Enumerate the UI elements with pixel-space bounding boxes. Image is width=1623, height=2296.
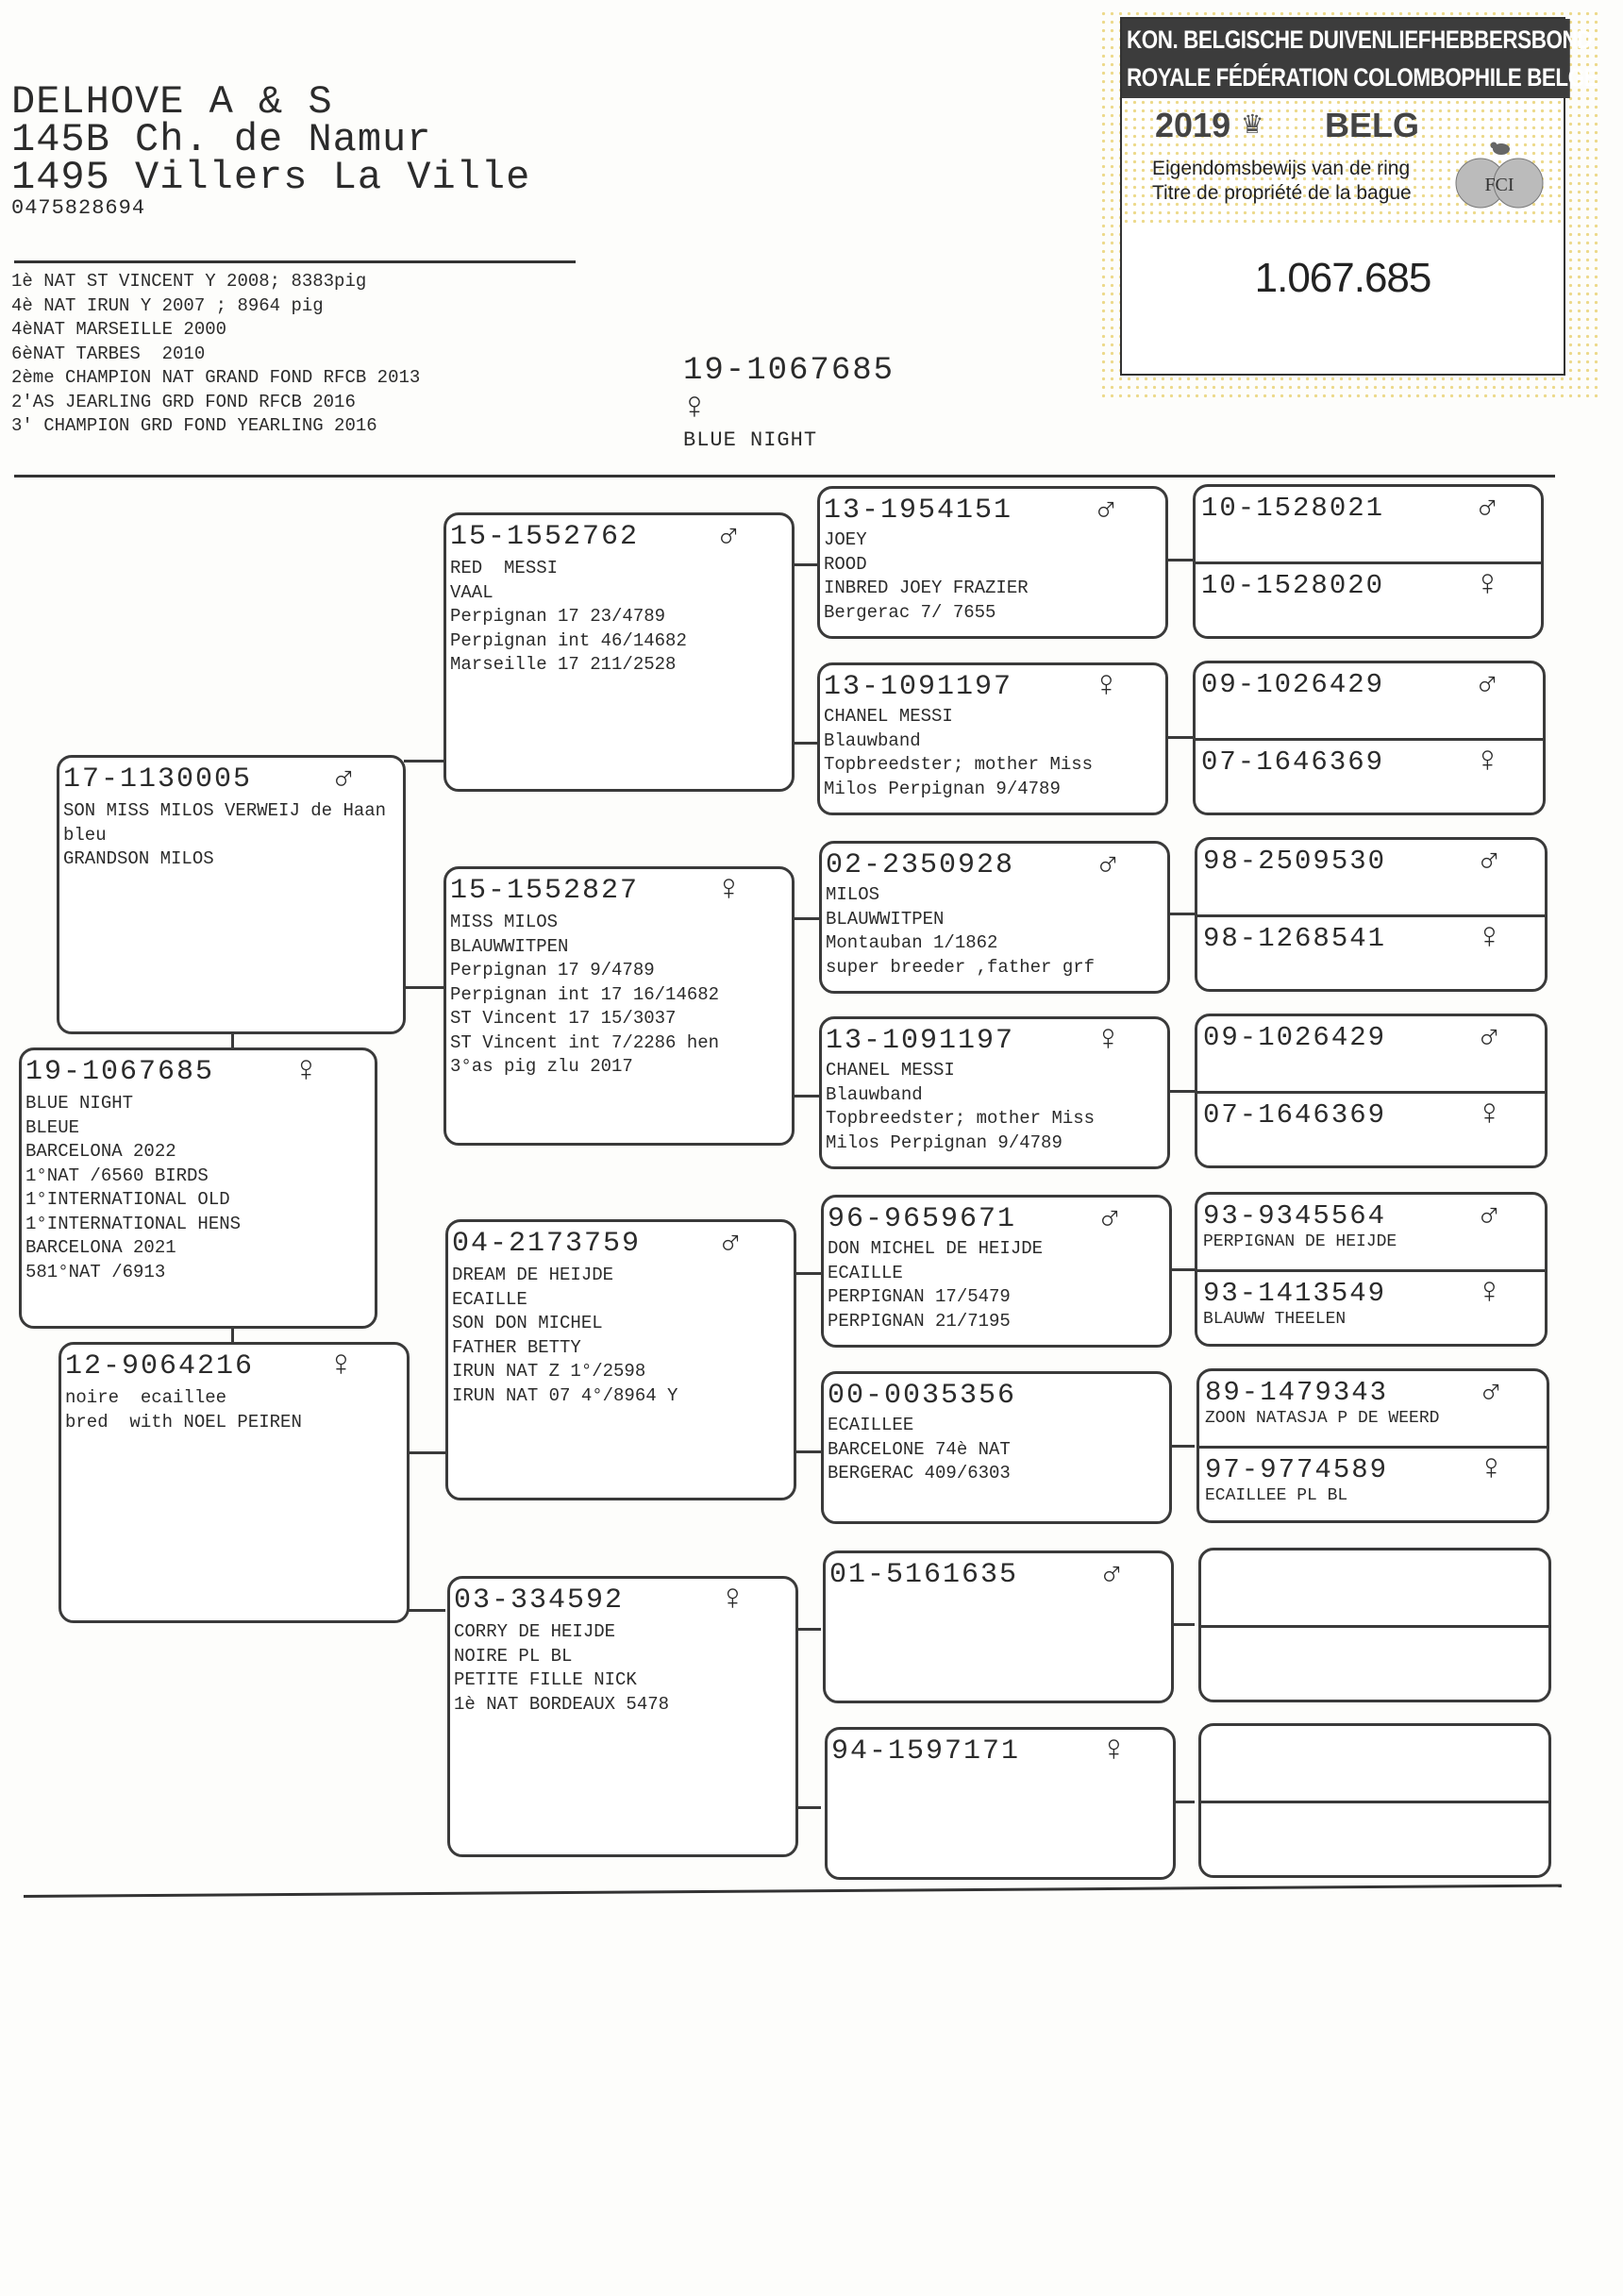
- detail-line: Perpignan 17 9/4789: [450, 960, 655, 980]
- pedigree-card-gen3[interactable]: [819, 841, 1170, 994]
- male-icon: ♂: [1481, 1372, 1502, 1413]
- ring-number: 15-1552762: [450, 521, 640, 553]
- gen4-dam[interactable]: [1201, 1625, 1548, 1702]
- ring-number: 17-1130005: [63, 763, 253, 796]
- detail-line: FATHER BETTY: [452, 1336, 581, 1358]
- female-icon: ♀: [330, 1346, 352, 1386]
- ring-number: 07-1646369: [1203, 1099, 1387, 1131]
- pedigree-card-gen3[interactable]: [817, 486, 1168, 639]
- achievement-item: 2'AS JEARLING GRD FOND RFCB 2016: [11, 391, 356, 412]
- pedigree-card-sire[interactable]: [57, 755, 406, 1034]
- card-details: [826, 1059, 1095, 1155]
- detail-line: Montauban 1/1862: [826, 932, 998, 953]
- connector: [231, 1328, 234, 1343]
- ring-number: 96-9659671: [828, 1203, 1017, 1235]
- pedigree-card-gen2[interactable]: [443, 512, 795, 792]
- connector: [231, 1033, 234, 1048]
- pedigree-card-dam[interactable]: [59, 1342, 410, 1623]
- card-details: [452, 1264, 678, 1408]
- card-details: [454, 1620, 669, 1717]
- gen4-sire[interactable]: [1196, 663, 1543, 738]
- gen4-sire[interactable]: [1199, 1371, 1547, 1446]
- achievement-item: 2ème CHAMPION NAT GRAND FOND RFCB 2013: [11, 367, 421, 388]
- achievement-item: 6èNAT TARBES 2010: [11, 343, 206, 364]
- female-icon: ♀: [1479, 918, 1500, 959]
- detail-line: PERPIGNAN 17/5479: [828, 1286, 1011, 1307]
- ring-number: 10-1528021: [1201, 493, 1385, 524]
- ring-number: 98-1268541: [1203, 923, 1387, 954]
- female-icon: ♀: [1477, 742, 1498, 782]
- card-details: [824, 705, 1093, 801]
- detail-line: BARCELONE 74è NAT: [828, 1438, 1011, 1460]
- ring-number: 94-1597171: [831, 1735, 1021, 1768]
- detail-line: bleu: [63, 824, 107, 846]
- owner-block: [11, 79, 531, 221]
- ring-number: 15-1552827: [450, 875, 640, 907]
- connector: [793, 1450, 821, 1453]
- male-icon: ♂: [1096, 490, 1117, 530]
- subject-name: BLUE NIGHT: [683, 428, 818, 452]
- detail-line: ECAILLE: [828, 1262, 903, 1283]
- female-icon: ♀: [1477, 565, 1498, 606]
- stamp-label-nl: Eigendomsbewijs van de ring: [1152, 158, 1411, 179]
- subject-header: [683, 353, 895, 452]
- detail-line: ST Vincent int 7/2286 hen: [450, 1031, 720, 1053]
- gen4-sire[interactable]: [1197, 1195, 1545, 1269]
- detail-line: BLUE NIGHT: [25, 1093, 134, 1114]
- gen4-sire[interactable]: [1201, 1726, 1548, 1801]
- achievement-item: 3' CHAMPION GRD FOND YEARLING 2016: [11, 415, 377, 436]
- owner-street: 145B Ch. de Namur: [11, 117, 432, 162]
- card-details: [450, 911, 719, 1080]
- detail-line: DREAM DE HEIJDE: [452, 1265, 614, 1285]
- detail-line: ROOD: [824, 553, 867, 575]
- detail-line: 581°NAT /6913: [25, 1261, 166, 1282]
- stamp-ring-number: 1.067.685: [1254, 255, 1431, 301]
- stamp-label-fr: Titre de propriété de la bague: [1152, 182, 1412, 204]
- detail-line: MILOS: [826, 884, 880, 905]
- pedigree-pair-gen4-empty[interactable]: [1198, 1723, 1551, 1878]
- stamp-country: BELG: [1325, 106, 1420, 144]
- detail-line: BLEUE: [25, 1116, 80, 1138]
- pedigree-card-gen2[interactable]: [445, 1219, 796, 1500]
- ring-number: 01-5161635: [829, 1559, 1019, 1591]
- detail-line: VAAL: [450, 581, 494, 603]
- ring-number: 13-1954151: [824, 494, 1013, 527]
- connector: [408, 1609, 445, 1612]
- male-icon: ♂: [720, 1223, 742, 1264]
- gen4-dam[interactable]: [1197, 914, 1545, 992]
- detail-line: GRANDSON MILOS: [63, 848, 214, 869]
- male-icon: ♂: [1099, 1198, 1121, 1239]
- stamp-title-fr: ROYALE FÉDÉRATION COLOMBOPHILE BELGE: [1126, 63, 1598, 92]
- connector: [1166, 1090, 1195, 1093]
- female-icon: ♀: [1479, 1273, 1500, 1314]
- male-icon: ♂: [1097, 845, 1119, 885]
- gen4-dam[interactable]: [1196, 561, 1541, 639]
- stamp-frame: [1120, 17, 1598, 376]
- ring-number: 04-2173759: [452, 1228, 642, 1260]
- logo-text: FCI: [1484, 175, 1514, 195]
- achievement-item: 4èNAT MARSEILLE 2000: [11, 319, 227, 340]
- card-details: [63, 799, 386, 872]
- male-icon: ♂: [1477, 664, 1498, 705]
- subject-ring: 19-1067685: [683, 353, 895, 389]
- pedigree-card-subject[interactable]: [19, 1047, 377, 1329]
- pedigree-top-divider: [14, 475, 1555, 478]
- achievement-item: 4è NAT IRUN Y 2007 ; 8964 pig: [11, 294, 324, 316]
- female-icon: ♀: [683, 388, 707, 430]
- detail-line: 1°INTERNATIONAL HENS: [25, 1213, 242, 1234]
- female-icon: ♀: [1096, 666, 1117, 707]
- card-details: [828, 1237, 1043, 1333]
- detail-line: Topbreedster; mother Miss: [826, 1108, 1096, 1129]
- pedigree-pair-gen4[interactable]: [1193, 661, 1546, 815]
- pedigree-pair-gen4[interactable]: [1195, 1014, 1548, 1168]
- stamp-title-nl: KON. BELGISCHE DUIVENLIEFHEBBERSBOND: [1126, 25, 1593, 54]
- owner-phone: 0475828694: [11, 196, 146, 220]
- crown-icon: ♛: [1243, 108, 1263, 143]
- ring-number: 89-1479343: [1205, 1377, 1389, 1408]
- detail-line: Marseille 17 211/2528: [450, 654, 677, 675]
- ring-certificate-stamp: [1099, 9, 1599, 401]
- pedigree-card-gen3[interactable]: [817, 662, 1168, 815]
- female-icon: ♀: [722, 1580, 744, 1620]
- connector: [404, 986, 445, 989]
- stamp-labels: [1152, 157, 1412, 206]
- detail-line: Bergerac 7/ 7655: [824, 601, 996, 623]
- connector: [793, 1095, 821, 1098]
- detail-line: IRUN NAT Z 1°/2598: [452, 1361, 646, 1382]
- achievement-item: 1è NAT ST VINCENT Y 2008; 8383pig: [11, 271, 367, 292]
- detail-line: CHANEL MESSI: [824, 706, 953, 727]
- connector: [1166, 736, 1195, 739]
- detail-line: Blauwband: [824, 729, 921, 751]
- achievements-list: [11, 270, 420, 439]
- card-details: [65, 1386, 302, 1434]
- gen4-dam[interactable]: [1197, 1269, 1545, 1347]
- gen4-sire[interactable]: [1197, 1016, 1545, 1091]
- detail-line: JOEY: [824, 529, 867, 550]
- ring-number: 97-9774589: [1205, 1454, 1389, 1485]
- ring-number: 00-0035356: [828, 1380, 1017, 1412]
- ring-number: 02-2350928: [826, 849, 1015, 881]
- gen4-note: BLAUWW THEELEN: [1203, 1310, 1347, 1329]
- pedigree-card-gen3[interactable]: [823, 1550, 1174, 1703]
- gen4-dam[interactable]: [1199, 1446, 1547, 1523]
- pedigree-pair-gen4[interactable]: [1195, 1192, 1548, 1347]
- gen4-sire[interactable]: [1196, 487, 1541, 561]
- pedigree-pair-gen4[interactable]: [1195, 837, 1548, 992]
- detail-line: 1°NAT /6560 BIRDS: [25, 1165, 209, 1186]
- detail-line: IRUN NAT 07 4°/8964 Y: [452, 1384, 678, 1406]
- male-icon: ♂: [718, 516, 740, 557]
- gen4-note: PERPIGNAN DE HEIJDE: [1203, 1232, 1397, 1251]
- detail-line: 1°INTERNATIONAL OLD: [25, 1189, 230, 1210]
- gen4-dam[interactable]: [1197, 1091, 1545, 1168]
- detail-line: ST Vincent 17 15/3037: [450, 1008, 677, 1029]
- detail-line: BLAUWWITPEN: [826, 908, 945, 930]
- male-icon: ♂: [1479, 1017, 1500, 1058]
- card-details: [828, 1414, 1011, 1486]
- card-details: [450, 557, 687, 678]
- pedigree-card-gen2[interactable]: [447, 1576, 798, 1857]
- detail-line: PERPIGNAN 21/7195: [828, 1310, 1011, 1332]
- detail-line: Blauwband: [826, 1083, 923, 1105]
- detail-line: Perpignan int 17 16/14682: [450, 983, 720, 1005]
- male-icon: ♂: [1479, 1196, 1500, 1236]
- detail-line: MISS MILOS: [450, 912, 559, 932]
- detail-line: NOIRE PL BL: [454, 1645, 573, 1667]
- gen4-note: ECAILLEE PL BL: [1205, 1486, 1348, 1505]
- pedigree-card-gen3[interactable]: [819, 1016, 1170, 1169]
- female-icon: ♀: [1103, 1731, 1125, 1771]
- detail-line: SON MISS MILOS VERWEIJ de Haan: [63, 800, 387, 821]
- ring-number: 93-9345564: [1203, 1200, 1387, 1232]
- detail-line: INBRED JOEY FRAZIER: [824, 578, 1029, 598]
- female-icon: ♀: [295, 1051, 317, 1092]
- detail-line: SON DON MICHEL: [452, 1313, 603, 1333]
- female-icon: ♀: [1481, 1450, 1502, 1490]
- detail-line: Milos Perpignan 9/4789: [826, 1131, 1062, 1153]
- owner-city: 1495 Villers La Ville: [11, 155, 531, 200]
- ring-number: 03-334592: [454, 1584, 625, 1617]
- detail-line: BERGERAC 409/6303: [828, 1463, 1011, 1483]
- gen4-dam[interactable]: [1196, 738, 1543, 815]
- card-details: [25, 1092, 241, 1284]
- stamp-header: [1122, 19, 1598, 98]
- stamp-mid: [1122, 98, 1564, 226]
- detail-line: DON MICHEL DE HEIJDE: [828, 1238, 1044, 1259]
- connector: [1166, 913, 1195, 915]
- ring-number: 12-9064216: [65, 1350, 255, 1383]
- female-icon: ♀: [1097, 1020, 1119, 1061]
- detail-line: CHANEL MESSI: [826, 1060, 955, 1081]
- male-icon: ♂: [333, 759, 355, 799]
- ring-number: 07-1646369: [1201, 746, 1385, 778]
- fci-globe-pigeon-logo-icon: [1452, 136, 1547, 211]
- female-icon: ♀: [1479, 1095, 1500, 1135]
- male-icon: ♂: [1477, 488, 1498, 528]
- pedigree-card-gen3[interactable]: [821, 1371, 1172, 1524]
- card-details: [826, 883, 1095, 980]
- header-divider: [14, 260, 576, 263]
- detail-line: noire ecaillee: [65, 1387, 227, 1408]
- connector: [404, 760, 445, 763]
- owner-name: DELHOVE A & S: [11, 79, 333, 125]
- connector: [408, 1451, 445, 1454]
- pedigree-pair-gen4[interactable]: [1196, 1368, 1549, 1523]
- detail-line: 3°as pig zlu 2017: [450, 1056, 633, 1077]
- connector: [793, 917, 821, 920]
- ring-number: 09-1026429: [1203, 1022, 1387, 1053]
- ring-number: 10-1528020: [1201, 570, 1385, 601]
- detail-line: BLAUWWITPEN: [450, 935, 569, 957]
- female-icon: ♀: [718, 870, 740, 911]
- gen4-note: ZOON NATASJA P DE WEERD: [1205, 1409, 1440, 1428]
- male-icon: ♂: [1479, 841, 1500, 881]
- detail-line: Milos Perpignan 9/4789: [824, 778, 1061, 799]
- ring-number: 09-1026429: [1201, 669, 1385, 700]
- ring-number: 93-1413549: [1203, 1278, 1387, 1309]
- ring-number: 13-1091197: [824, 671, 1013, 703]
- gen4-sire[interactable]: [1197, 840, 1545, 914]
- pedigree-bottom-divider: [24, 1885, 1562, 1898]
- card-details: [824, 528, 1029, 625]
- ring-number: 19-1067685: [25, 1056, 215, 1088]
- pedigree-pair-gen4[interactable]: [1193, 484, 1544, 639]
- detail-line: RED MESSI: [450, 558, 559, 578]
- pedigree-card-gen2[interactable]: [443, 866, 795, 1146]
- detail-line: BARCELONA 2021: [25, 1237, 176, 1258]
- gen4-sire[interactable]: [1201, 1550, 1548, 1625]
- detail-line: 1è NAT BORDEAUX 5478: [454, 1693, 670, 1715]
- detail-line: CORRY DE HEIJDE: [454, 1621, 616, 1642]
- detail-line: bred with NOEL PEIREN: [65, 1411, 302, 1433]
- connector: [793, 1272, 821, 1275]
- male-icon: ♂: [1101, 1554, 1123, 1595]
- ring-number: 98-2509530: [1203, 846, 1387, 877]
- pedigree-card-gen3[interactable]: [825, 1727, 1176, 1880]
- detail-line: BARCELONA 2022: [25, 1141, 176, 1162]
- connector: [1166, 559, 1195, 561]
- ring-number: 13-1091197: [826, 1025, 1015, 1057]
- detail-line: PETITE FILLE NICK: [454, 1669, 637, 1690]
- stamp-year: 2019: [1155, 106, 1231, 144]
- detail-line: Topbreedster; mother Miss: [824, 754, 1094, 775]
- detail-line: ECAILLEE: [828, 1415, 914, 1435]
- pedigree-pair-gen4-empty[interactable]: [1198, 1548, 1551, 1702]
- detail-line: Perpignan int 46/14682: [450, 629, 687, 651]
- detail-line: ECAILLE: [452, 1288, 527, 1310]
- pedigree-card-gen3[interactable]: [821, 1195, 1172, 1348]
- detail-line: Perpignan 17 23/4789: [450, 606, 666, 627]
- detail-line: super breeder ,father grf: [826, 956, 1096, 978]
- gen4-dam[interactable]: [1201, 1801, 1548, 1878]
